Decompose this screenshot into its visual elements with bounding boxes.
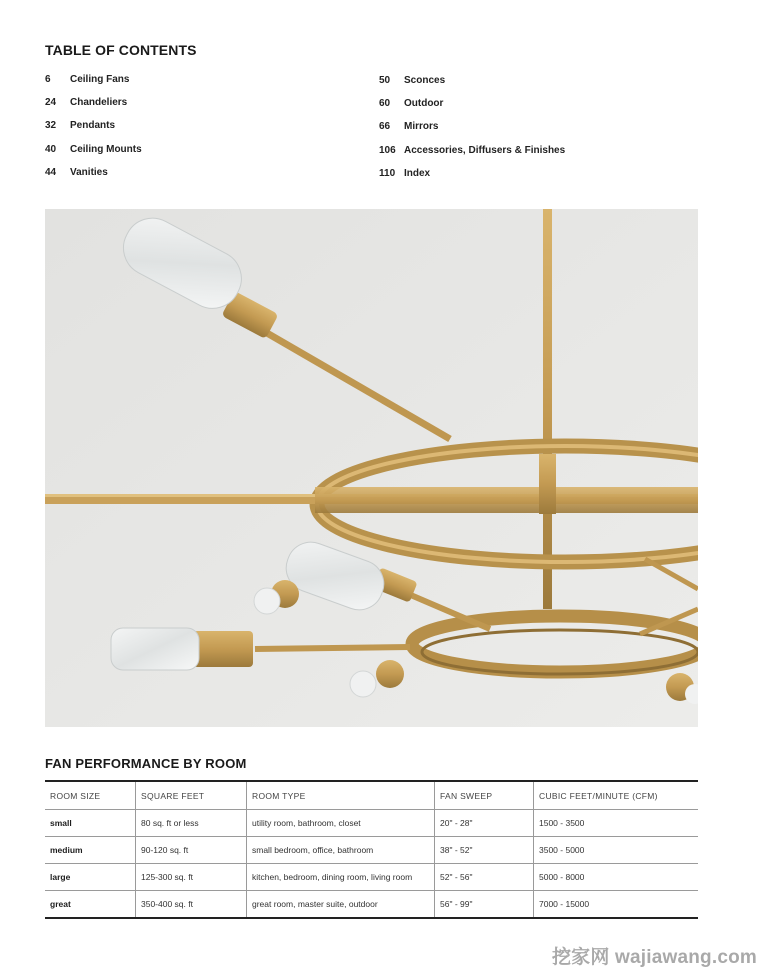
toc-label: Mirrors [404,121,439,133]
room-type-cell: small bedroom, office, bathroom [247,837,435,864]
toc-page-number: 44 [45,166,57,178]
column-header: ROOM SIZE [45,781,136,810]
room-size-cell: medium [45,837,136,864]
brass-chandelier-illustration [45,209,698,727]
square-feet-cell: 90-120 sq. ft [136,837,247,864]
fan-sweep-cell: 52" - 56" [435,864,534,891]
cfm-cell: 5000 - 8000 [534,864,699,891]
toc-label: Pendants [70,120,116,132]
toc-label: Chandeliers [70,97,128,109]
table-row [45,837,698,864]
toc-label: Ceiling Fans [70,74,130,86]
table-row [45,810,698,837]
column-header: CUBIC FEET/MINUTE (CFM) [534,781,699,810]
toc-entry[interactable] [45,68,375,91]
toc-page-number: 6 [45,74,51,86]
toc-left-column [45,68,375,184]
table-row [45,891,698,919]
toc-right-column [379,69,709,185]
toc-label: Sconces [404,75,446,87]
toc-title: TABLE OF CONTENTS [45,42,197,58]
fan-sweep-cell: 56" - 99" [435,891,534,919]
chandelier-photo [45,209,698,727]
toc-page-number: 40 [45,143,57,155]
toc-label: Ceiling Mounts [70,143,142,155]
toc-entry[interactable] [379,92,709,115]
performance-title: FAN PERFORMANCE BY ROOM [45,756,247,771]
toc-entry[interactable] [45,138,375,161]
room-type-cell: utility room, bathroom, closet [247,810,435,837]
toc-page-number: 66 [379,121,391,133]
cfm-cell: 3500 - 5000 [534,837,699,864]
table-row [45,864,698,891]
toc-entry[interactable] [45,114,375,137]
toc-page-number: 50 [379,75,391,87]
column-header: FAN SWEEP [435,781,534,810]
toc-page-number: 32 [45,120,57,132]
fan-sweep-cell: 20" - 28" [435,810,534,837]
room-size-cell: small [45,810,136,837]
toc-entry[interactable] [45,91,375,114]
fan-sweep-cell: 38" - 52" [435,837,534,864]
cfm-cell: 1500 - 3500 [534,810,699,837]
column-header: SQUARE FEET [136,781,247,810]
toc-label: Outdoor [404,98,444,110]
toc-label: Vanities [70,166,108,178]
toc-page-number: 60 [379,98,391,110]
square-feet-cell: 80 sq. ft or less [136,810,247,837]
room-type-cell: great room, master suite, outdoor [247,891,435,919]
toc-label: Accessories, Diffusers & Finishes [404,144,566,156]
room-size-cell: large [45,864,136,891]
cfm-cell: 7000 - 15000 [534,891,699,919]
toc-entry[interactable] [379,115,709,138]
toc-label: Index [404,167,431,179]
toc-page-number: 106 [379,144,396,156]
toc-entry[interactable] [379,69,709,92]
toc-page-number: 24 [45,97,57,109]
room-type-cell: kitchen, bedroom, dining room, living room [247,864,435,891]
fan-performance-table [45,780,698,919]
toc-entry[interactable] [379,139,709,162]
toc-entry[interactable] [45,161,375,184]
column-header: ROOM TYPE [247,781,435,810]
square-feet-cell: 350-400 sq. ft [136,891,247,919]
square-feet-cell: 125-300 sq. ft [136,864,247,891]
table-header-row [45,781,698,810]
room-size-cell: great [50,899,71,909]
watermark: 挖家网 wajiawang.com [551,947,757,968]
toc-page-number: 110 [379,167,396,179]
toc-entry[interactable] [379,162,709,185]
